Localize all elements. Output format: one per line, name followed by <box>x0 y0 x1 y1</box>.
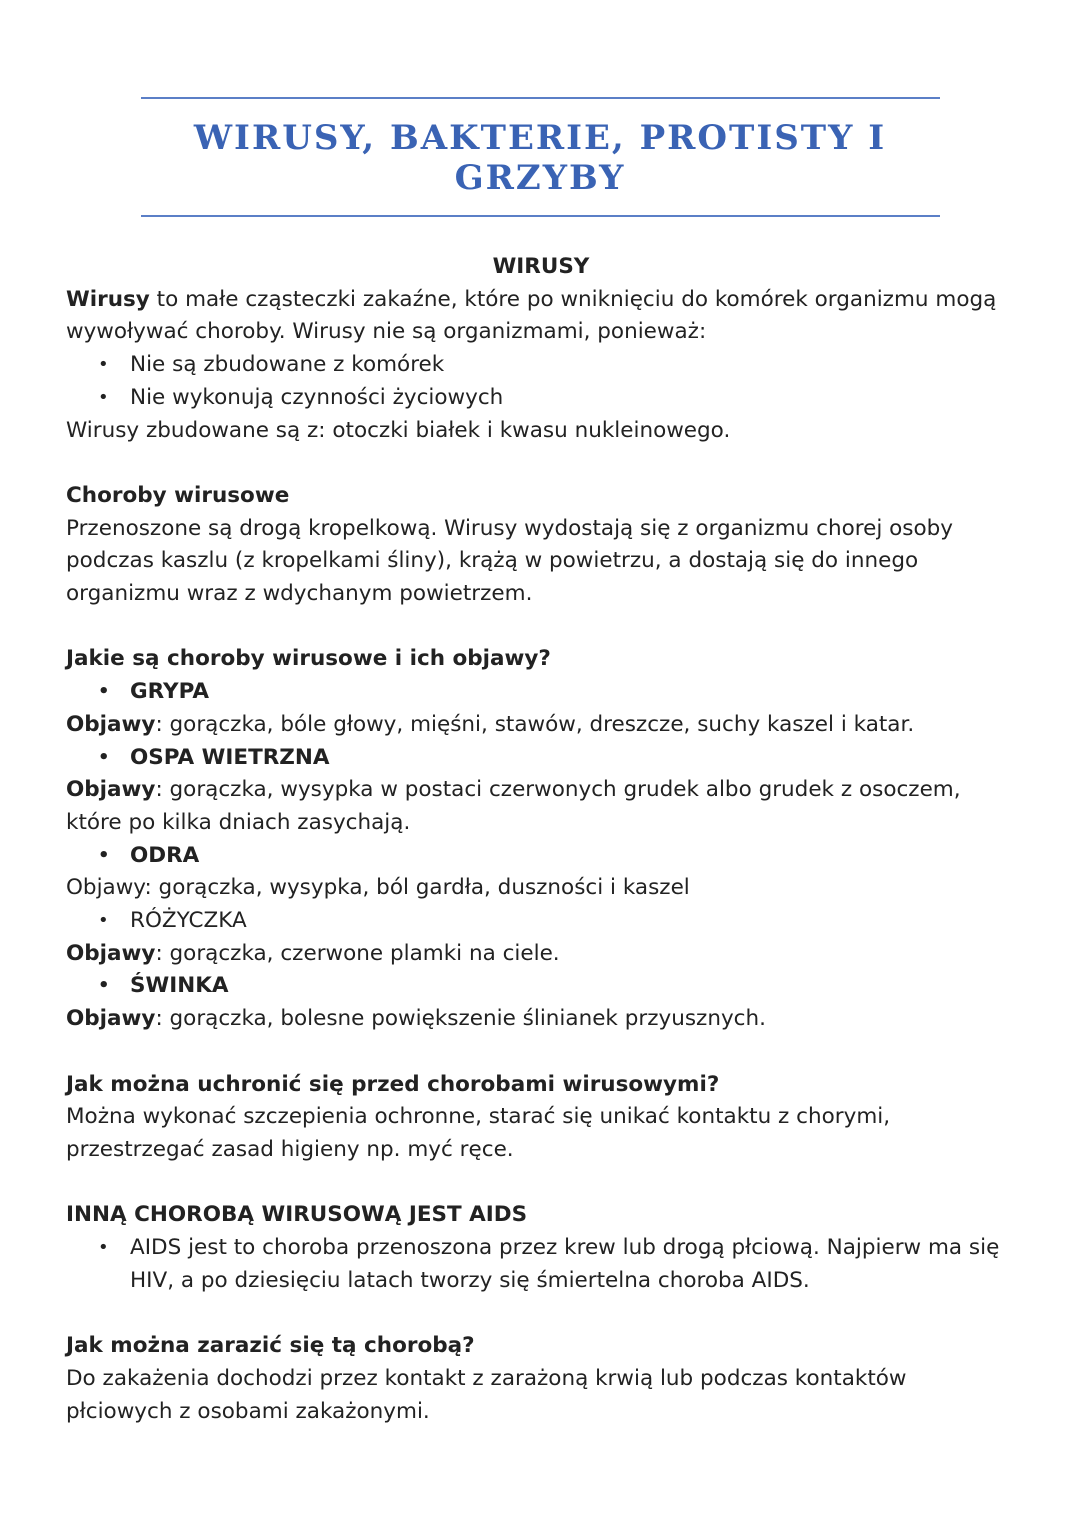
disease-symptoms <box>66 709 1016 742</box>
disease-symptoms <box>66 938 1016 971</box>
diseases-heading: Jakie są choroby wirusowe i ich objawy? <box>66 646 551 672</box>
title-rule-bottom <box>141 215 940 217</box>
protection-text: Można wykonać szczepienia ochronne, starać się unikać kontaktu z chorymi, przestrzegać zasad higieny np. myć ręce. <box>66 1104 891 1162</box>
aids-heading: INNĄ CHOROBĄ WIRUSOWĄ JEST AIDS <box>66 1202 528 1228</box>
viral-diseases-heading: Choroby wirusowe <box>66 482 290 508</box>
infection-text: Do zakażenia dochodzi przez kontakt z zarażoną krwią lub podczas kontaktów płciowych z osobami zakażonymi. <box>66 1365 907 1424</box>
section-heading: WIRUSY <box>492 254 590 279</box>
symptoms-text: Objawy: gorączka, wysypka, ból gardła, duszności i kaszel <box>66 875 690 901</box>
symptoms-label: Objawy <box>66 711 156 737</box>
intro-text: to małe cząsteczki zakaźne, które po wniknięciu do komórek organizmu mogą wywoływać choroby. Wirusy nie są organizmami, ponieważ: <box>66 286 997 345</box>
disease-symptoms <box>66 774 1016 839</box>
disease-list <box>66 840 1016 873</box>
disease-list <box>66 905 1016 938</box>
protection-heading: Jak można uchronić się przed chorobami wirusowymi? <box>66 1071 720 1097</box>
document-body <box>66 251 1016 1428</box>
symptoms-text: : gorączka, wysypka w postaci czerwonych grudek albo grudek z osoczem, które po kilka dniach zasychają. <box>66 777 961 835</box>
title-rule-top <box>141 97 940 99</box>
page-title-line-1: WIRUSY, BAKTERIE, PROTISTY I <box>193 118 887 158</box>
disease-name: • OSPA WIETRZNA <box>66 742 1016 775</box>
intro-paragraph <box>66 284 1016 349</box>
symptoms-text: : gorączka, czerwone plamki na ciele. <box>155 940 560 966</box>
disease-symptoms <box>66 872 1016 905</box>
infection-heading: Jak można zarazić się tą chorobą? <box>66 1333 475 1359</box>
aids-bullet-list <box>66 1232 1016 1297</box>
symptoms-text: : gorączka, bolesne powiększenie ślinianek przyusznych. <box>155 1006 766 1032</box>
symptoms-label: Objawy <box>66 1006 156 1032</box>
disease-name: • GRYPA <box>66 676 1016 709</box>
symptoms-text: : gorączka, bóle głowy, mięśni, stawów, dreszcze, suchy kaszel i katar. <box>155 711 915 737</box>
page-title <box>0 118 1080 198</box>
intro-term: Wirusy <box>66 286 150 312</box>
disease-name: • ODRA <box>66 840 1016 873</box>
disease-name: • ŚWINKA <box>66 970 1016 1003</box>
viral-diseases-text: Przenoszone są drogą kropelkową. Wirusy wydostają się z organizmu chorej osoby podczas kaszlu (z kropelkami śliny), krążą w powietrzu, a dostają się do innego organizmu wraz z wdychanym powietrzem. <box>66 515 954 607</box>
symptoms-label: Objawy <box>66 777 156 803</box>
disease-list <box>66 970 1016 1003</box>
list-item: • AIDS jest to choroba przenoszona przez krew lub drogą płciową. Najpierw ma się HIV, a po dziesięciu latach tworzy się śmiertelna choroba AIDS. <box>66 1232 1016 1297</box>
disease-list <box>66 676 1016 709</box>
list-item: • Nie są zbudowane z komórek <box>66 349 1016 382</box>
disease-list <box>66 742 1016 775</box>
intro-bullet-list <box>66 349 1016 414</box>
symptoms-label: Objawy <box>66 940 156 966</box>
page-title-line-2: GRZYBY <box>454 158 626 198</box>
list-item: • Nie wykonują czynności życiowych <box>66 382 1016 415</box>
disease-symptoms <box>66 1003 1016 1036</box>
disease-name: • RÓŻYCZKA <box>66 905 1016 938</box>
structure-text: Wirusy zbudowane są z: otoczki białek i kwasu nukleinowego. <box>66 417 731 443</box>
